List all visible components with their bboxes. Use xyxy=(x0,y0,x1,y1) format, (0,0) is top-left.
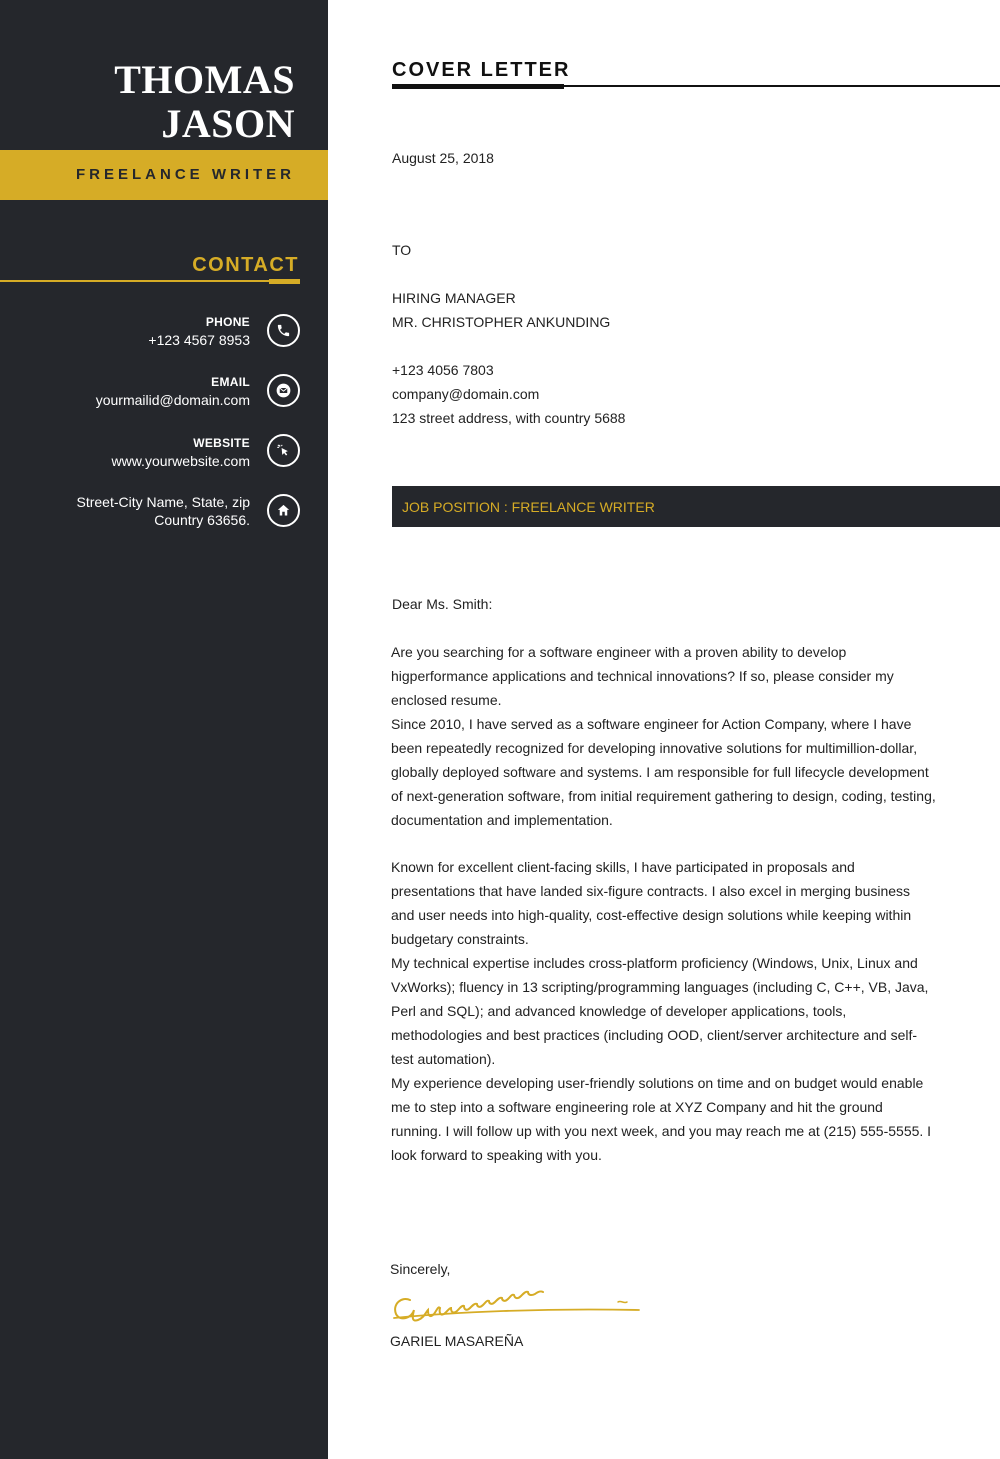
contact-divider xyxy=(0,280,300,282)
closing: Sincerely, xyxy=(390,1261,451,1277)
contact-address-line1: Street-City Name, State, zip xyxy=(76,494,250,510)
to-label: TO xyxy=(392,242,412,258)
signature-image xyxy=(390,1288,645,1328)
signer-name: GARIEL MASAREÑA xyxy=(390,1333,524,1349)
name-last: JASON xyxy=(161,101,295,146)
role-title: FREELANCE WRITER xyxy=(76,166,295,183)
contact-phone-label: PHONE xyxy=(205,315,250,329)
contact-address xyxy=(76,493,250,529)
title-divider-accent xyxy=(392,84,564,89)
body-paragraph: Known for excellent client-facing skills, I have participated in proposals and presentations that have landed six-figure contracts. I also excel in merging business and user needs into high-quality, cost-effective design solutions while keeping within budgetary constraints. xyxy=(391,859,912,947)
body-paragraph: My experience developing user-friendly solutions on time and on budget would enable me to step into a software engineering role at XYZ Company and hit the ground running. I will follow up with you next week, and you may reach me at (215) 555-5555. I look forward to speaking with you. xyxy=(391,1075,932,1163)
contact-email-label: EMAIL xyxy=(211,375,250,389)
phone-icon xyxy=(267,314,300,347)
contact-email-value[interactable]: yourmailid@domain.com xyxy=(95,392,250,408)
cursor-icon xyxy=(267,434,300,467)
role-band xyxy=(0,150,328,200)
contact-phone-value[interactable]: +123 4567 8953 xyxy=(148,332,250,348)
recipient-name: MR. CHRISTOPHER ANKUNDING xyxy=(392,314,611,330)
recipient-title: HIRING MANAGER xyxy=(392,290,516,306)
body-paragraph: Are you searching for a software engineer with a proven ability to develop higperformance applications and technical innovations? If so, please consider my enclosed resume. xyxy=(391,644,894,708)
body-paragraph: My technical expertise includes cross-platform proficiency (Windows, Unix, Linux and VxWorks); fluency in 13 scripting/programming languages (including C, C++, VB, Java, Perl and SQL); and advanced knowledge of developer applications, tools, methodologies and best practices (including OOD, client/server architecture and self-test automation). xyxy=(391,955,929,1067)
sidebar xyxy=(0,0,328,1459)
contact-website xyxy=(112,436,251,469)
email-icon xyxy=(267,374,300,407)
recipient-address: 123 street address, with country 5688 xyxy=(392,410,626,426)
page-title: COVER LETTER xyxy=(392,59,571,81)
recipient-phone: +123 4056 7803 xyxy=(392,362,494,378)
contact-email xyxy=(96,375,250,408)
job-position: JOB POSITION : FREELANCE WRITER xyxy=(402,499,655,515)
candidate-name xyxy=(114,58,295,146)
contact-website-label: WEBSITE xyxy=(193,436,250,450)
contact-divider-accent xyxy=(269,279,300,284)
contact-phone xyxy=(148,315,250,348)
salutation: Dear Ms. Smith: xyxy=(392,596,493,612)
home-icon xyxy=(267,494,300,527)
contact-address-line2: Country 63656. xyxy=(154,512,250,528)
body-paragraph: Since 2010, I have served as a software engineer for Action Company, where I have been repeatedly recognized for developing innovative solutions for multimillion-dollar, globally deployed software and systems. I am responsible for full lifecycle development of next-generation software, from initial requirement gathering to design, coding, testing, documentation and implementation. xyxy=(391,716,936,828)
contact-heading: CONTACT xyxy=(192,254,299,276)
job-position-bar xyxy=(392,486,1000,527)
recipient-email[interactable]: company@domain.com xyxy=(392,386,540,402)
name-first: THOMAS xyxy=(114,57,295,102)
letter-date: August 25, 2018 xyxy=(392,150,494,166)
contact-website-value[interactable]: www.yourwebsite.com xyxy=(111,453,250,469)
